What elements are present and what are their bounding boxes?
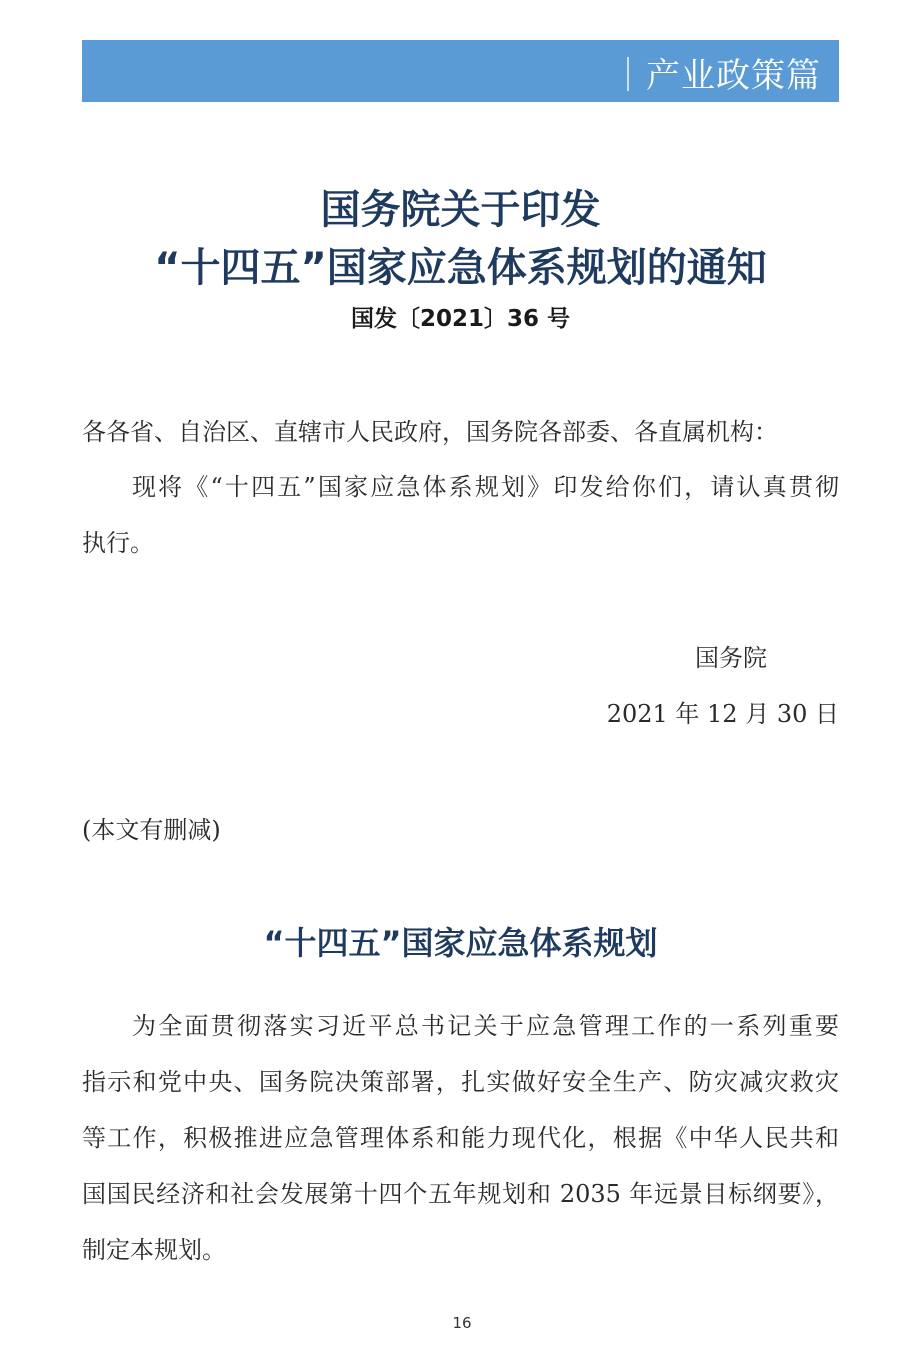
plan-title: “十四五”国家应急体系规划 bbox=[263, 924, 658, 962]
document-number: 国发〔2021〕36 号 bbox=[350, 306, 571, 332]
salutation bbox=[82, 404, 839, 460]
paragraph-line: 现将《“十四五”国家应急体系规划》印发给你们，请认真贯彻 bbox=[132, 473, 839, 501]
issue-date: 2021 年 12 月 30 日 bbox=[606, 700, 839, 728]
salutation-line: 各各省、自治区、直辖市人民政府，国务院各部委、各直属机构： bbox=[82, 418, 778, 446]
notice-title-line1: 国务院关于印发 bbox=[320, 187, 601, 233]
abridged-note: (本文有删减) bbox=[82, 816, 221, 844]
notice-title-line2: “十四五”国家应急体系规划的通知 bbox=[154, 245, 767, 291]
signature: 国务院 bbox=[695, 644, 767, 672]
section-label: ｜产业政策篇 bbox=[611, 56, 821, 96]
header-band bbox=[82, 40, 839, 102]
paragraph-line: 为全面贯彻落实习近平总书记关于应急管理工作的一系列重要 bbox=[132, 1012, 839, 1040]
notice-paragraph bbox=[82, 459, 839, 571]
paragraph-line: 制定本规划。 bbox=[82, 1236, 226, 1264]
paragraph-line: 等工作，积极推进应急管理体系和能力现代化，根据《中华人民共和 bbox=[82, 1124, 839, 1152]
paragraph-line: 执行。 bbox=[82, 529, 154, 557]
plan-paragraph bbox=[82, 998, 839, 1278]
page-number: 16 bbox=[452, 1314, 472, 1332]
paragraph-line: 指示和党中央、国务院决策部署，扎实做好安全生产、防灾减灾救灾 bbox=[82, 1068, 839, 1096]
paragraph-line: 国国民经济和社会发展第十四个五年规划和 2035 年远景目标纲要》， bbox=[82, 1180, 839, 1208]
